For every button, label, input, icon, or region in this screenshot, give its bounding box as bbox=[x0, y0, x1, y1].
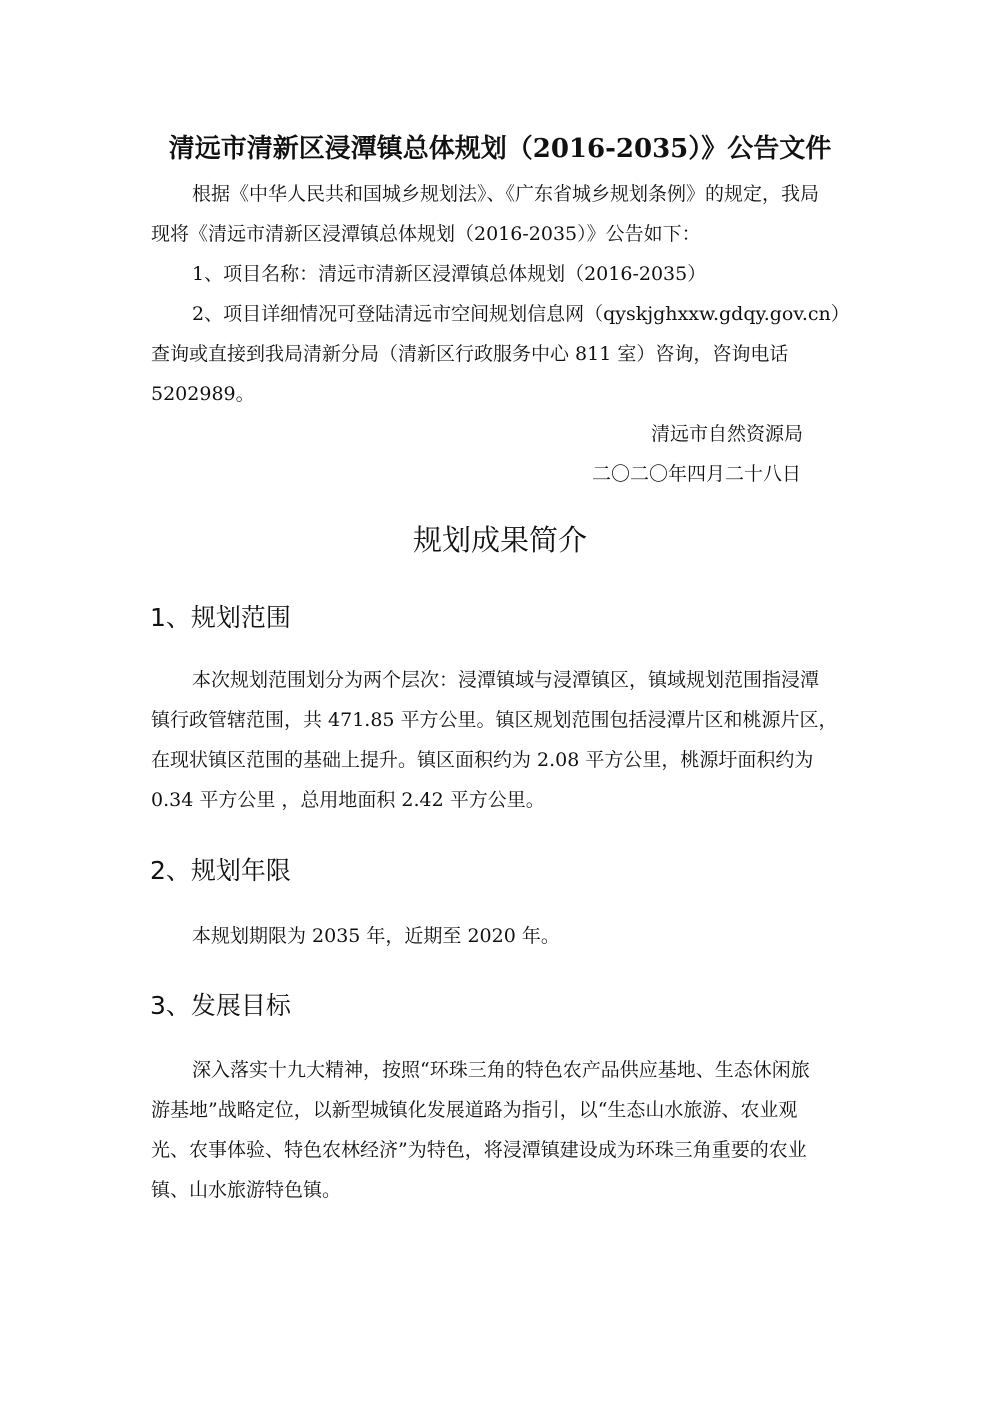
section-heading-period: 2、规划年限 bbox=[150, 856, 291, 885]
summary-title: 规划成果简介 bbox=[412, 523, 587, 557]
goals-line-3: 光、农事体验、特色农林经济”为特色，将浸潭镇建设成为环珠三角重要的农业 bbox=[151, 1139, 807, 1161]
scope-line-3: 在现状镇区范围的基础上提升。镇区面积约为 2.08 平方公里，桃源圩面积约为 bbox=[151, 749, 814, 771]
notice-item-details: 2、项目详细情况可登陆清远市空间规划信息网（qyskjghxxw.gdqy.gov.cn） bbox=[192, 303, 850, 325]
goals-line-1: 深入落实十九大精神，按照“环珠三角的特色农产品供应基地、生态休闲旅 bbox=[192, 1059, 810, 1081]
notice-line-2: 现将《清远市清新区浸潭镇总体规划（2016-2035）》公告如下： bbox=[151, 223, 701, 245]
notice-item-project-name: 1、项目名称：清远市清新区浸潭镇总体规划（2016-2035） bbox=[192, 263, 707, 285]
notice-signature: 清远市自然资源局 bbox=[651, 423, 804, 445]
section-heading-goals: 3、发展目标 bbox=[150, 991, 291, 1020]
notice-line-1: 根据《中华人民共和国城乡规划法》、《广东省城乡规划条例》的规定，我局 bbox=[192, 183, 820, 205]
notice-date: 二〇二〇年四月二十八日 bbox=[592, 463, 802, 485]
section-heading-scope: 1、规划范围 bbox=[150, 603, 291, 632]
scope-line-1: 本次规划范围划分为两个层次：浸潭镇域与浸潭镇区，镇域规划范围指浸潭 bbox=[192, 669, 820, 691]
scope-line-4: 0.34 平方公里 ，总用地面积 2.42 平方公里。 bbox=[151, 789, 545, 811]
notice-title: 清远市清新区浸潭镇总体规划（2016-2035）》公告文件 bbox=[168, 134, 832, 164]
period-line-1: 本规划期限为 2035 年，近期至 2020 年。 bbox=[192, 925, 560, 947]
notice-line-phone: 5202989。 bbox=[151, 383, 255, 405]
notice-line-consult: 查询或直接到我局清新分局（清新区行政服务中心 811 室）咨询，咨询电话 bbox=[151, 343, 789, 365]
goals-line-2: 游基地”战略定位，以新型城镇化发展道路为指引，以“生态山水旅游、农业观 bbox=[151, 1099, 798, 1121]
goals-line-4: 镇、山水旅游特色镇。 bbox=[151, 1179, 342, 1201]
scope-line-2: 镇行政管辖范围，共 471.85 平方公里。镇区规划范围包括浸潭片区和桃源片区， bbox=[151, 709, 838, 731]
